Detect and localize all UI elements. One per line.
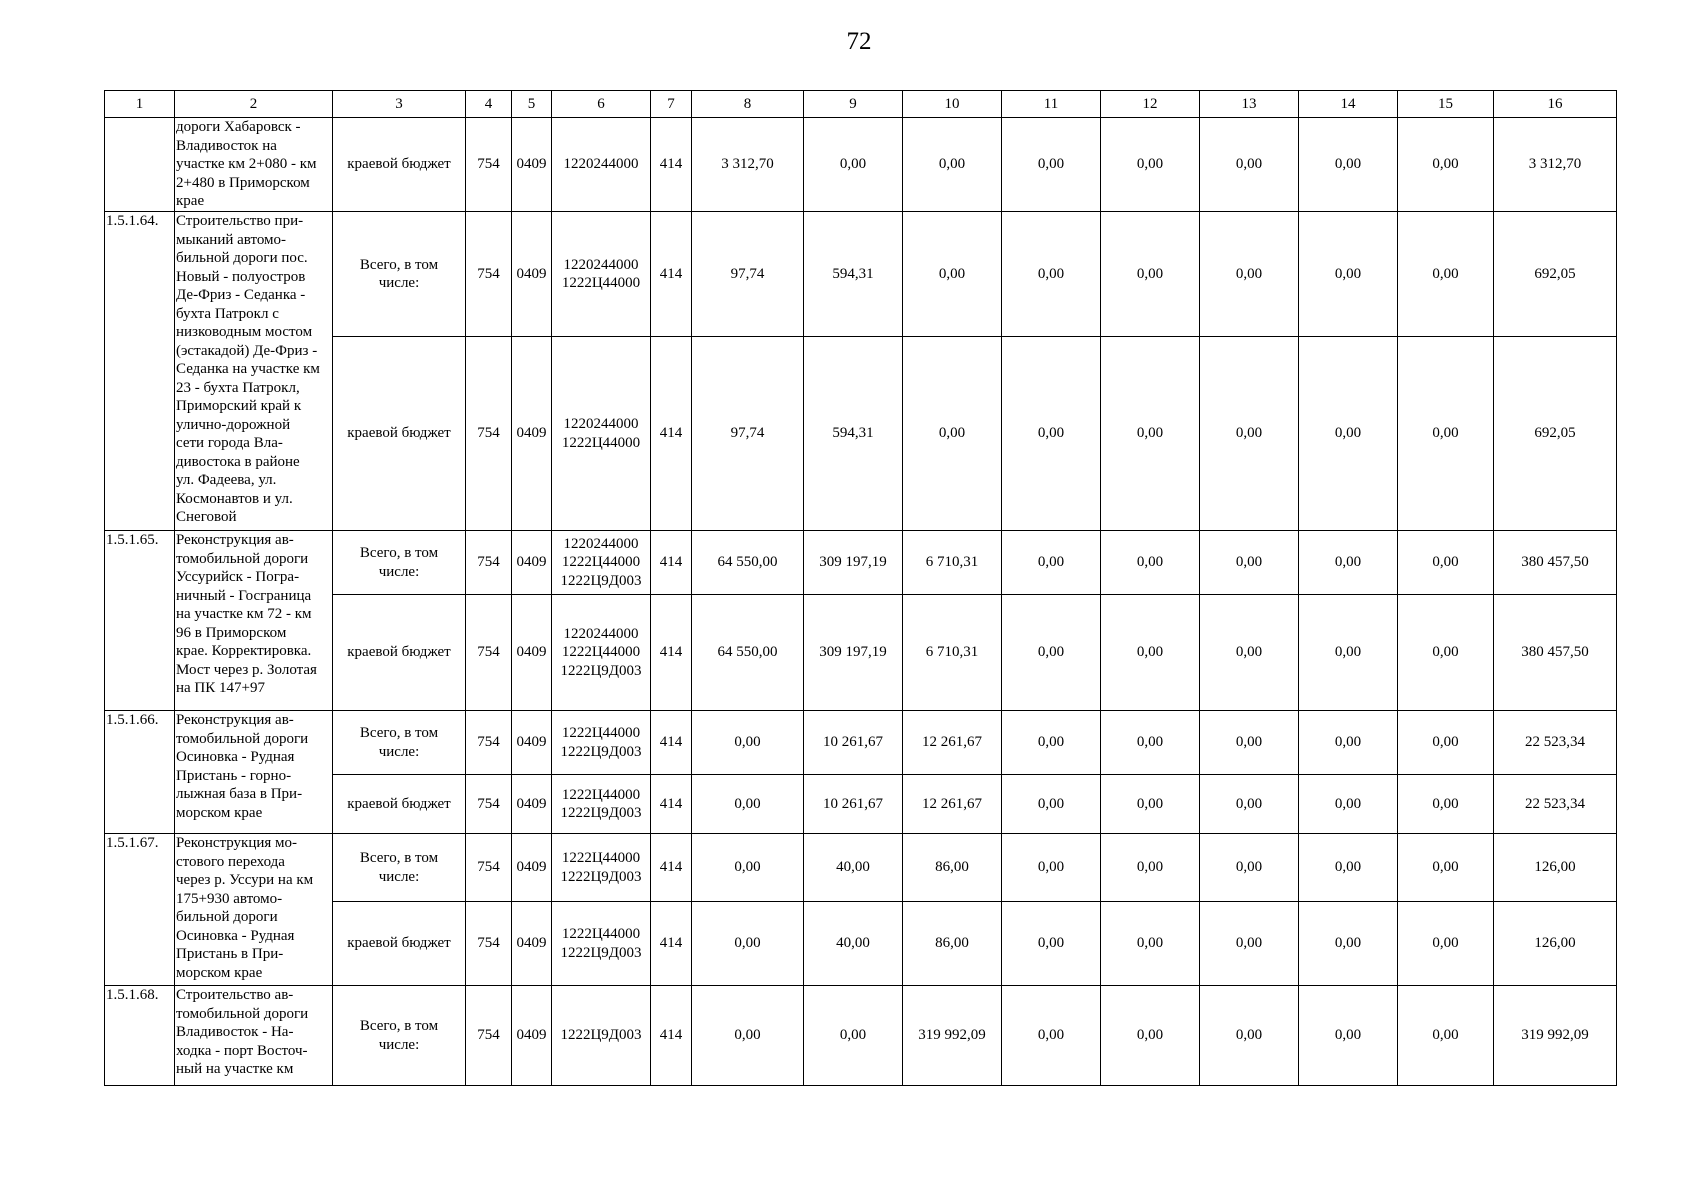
- cell-col10: 12 261,67: [903, 711, 1002, 775]
- cell-col15: 0,00: [1398, 834, 1494, 902]
- cell-col10: 0,00: [903, 337, 1002, 531]
- cell-col8: 64 550,00: [692, 595, 804, 711]
- cell-col13: 0,00: [1200, 531, 1299, 595]
- cell-col4: 754: [466, 986, 512, 1086]
- cell-col8: 97,74: [692, 337, 804, 531]
- cell-col10: 0,00: [903, 212, 1002, 337]
- funding-source: краевой бюджет: [333, 775, 466, 834]
- cell-col9: 40,00: [804, 834, 903, 902]
- cell-col8: 0,00: [692, 711, 804, 775]
- cell-col8: 64 550,00: [692, 531, 804, 595]
- cell-col4: 754: [466, 337, 512, 531]
- funding-source: Всего, в том числе:: [333, 711, 466, 775]
- cell-col15: 0,00: [1398, 775, 1494, 834]
- header-row: [105, 91, 1617, 118]
- item-name: дороги Хабаровск - Владивосток на участке км 2+080 - км 2+480 в Приморском крае: [175, 118, 333, 212]
- cell-col6: 1220244000 1222Ц44000: [552, 212, 651, 337]
- cell-col6: 1222Ц9Д003: [552, 986, 651, 1086]
- cell-col10: 12 261,67: [903, 775, 1002, 834]
- item-name: Реконструкция мо- стового перехода через р. Уссури на км 175+930 автомо- бильной дороги Осиновка - Рудная Пристань в При- морском крае: [175, 834, 333, 986]
- cell-col12: 0,00: [1101, 337, 1200, 531]
- cell-col6: 1220244000: [552, 118, 651, 212]
- cell-col15: 0,00: [1398, 595, 1494, 711]
- cell-col6: 1220244000 1222Ц44000 1222Ц9Д003: [552, 595, 651, 711]
- cell-col5: 0409: [512, 711, 552, 775]
- cell-col9: 309 197,19: [804, 531, 903, 595]
- funding-source: краевой бюджет: [333, 902, 466, 986]
- funding-source: краевой бюджет: [333, 337, 466, 531]
- cell-col9: 309 197,19: [804, 595, 903, 711]
- cell-col12: 0,00: [1101, 118, 1200, 212]
- cell-col4: 754: [466, 834, 512, 902]
- column-header: 12: [1101, 91, 1200, 118]
- cell-col6: 1222Ц44000 1222Ц9Д003: [552, 902, 651, 986]
- column-header: 5: [512, 91, 552, 118]
- column-header: 9: [804, 91, 903, 118]
- item-code: 1.5.1.64.: [105, 212, 175, 531]
- cell-col11: 0,00: [1002, 711, 1101, 775]
- cell-col12: 0,00: [1101, 775, 1200, 834]
- cell-col7: 414: [651, 212, 692, 337]
- table-header: [105, 91, 1617, 118]
- cell-col13: 0,00: [1200, 902, 1299, 986]
- cell-col8: 0,00: [692, 902, 804, 986]
- cell-col5: 0409: [512, 118, 552, 212]
- cell-col5: 0409: [512, 337, 552, 531]
- cell-col4: 754: [466, 711, 512, 775]
- cell-col4: 754: [466, 775, 512, 834]
- table-row: [105, 531, 1617, 595]
- column-header: 2: [175, 91, 333, 118]
- column-header: 8: [692, 91, 804, 118]
- cell-col8: 0,00: [692, 986, 804, 1086]
- cell-col14: 0,00: [1299, 775, 1398, 834]
- cell-col15: 0,00: [1398, 986, 1494, 1086]
- table-row: [105, 118, 1617, 212]
- cell-col4: 754: [466, 902, 512, 986]
- cell-col10: 6 710,31: [903, 595, 1002, 711]
- item-name: Строительство ав- томобильной дороги Владивосток - На- ходка - порт Восточ- ный на участке км: [175, 986, 333, 1086]
- cell-col13: 0,00: [1200, 986, 1299, 1086]
- funding-source: краевой бюджет: [333, 595, 466, 711]
- column-header: 14: [1299, 91, 1398, 118]
- cell-col11: 0,00: [1002, 212, 1101, 337]
- cell-col16: 319 992,09: [1494, 986, 1617, 1086]
- item-name: Реконструкция ав- томобильной дороги Осиновка - Рудная Пристань - горно- лыжная база в При- морском крае: [175, 711, 333, 834]
- cell-col9: 0,00: [804, 118, 903, 212]
- cell-col5: 0409: [512, 902, 552, 986]
- cell-col8: 0,00: [692, 775, 804, 834]
- cell-col16: 380 457,50: [1494, 531, 1617, 595]
- cell-col14: 0,00: [1299, 834, 1398, 902]
- cell-col16: 380 457,50: [1494, 595, 1617, 711]
- column-header: 16: [1494, 91, 1617, 118]
- funding-source: Всего, в том числе:: [333, 986, 466, 1086]
- cell-col9: 40,00: [804, 902, 903, 986]
- cell-col10: 0,00: [903, 118, 1002, 212]
- cell-col12: 0,00: [1101, 531, 1200, 595]
- cell-col12: 0,00: [1101, 711, 1200, 775]
- cell-col11: 0,00: [1002, 986, 1101, 1086]
- cell-col11: 0,00: [1002, 775, 1101, 834]
- cell-col7: 414: [651, 775, 692, 834]
- cell-col15: 0,00: [1398, 337, 1494, 531]
- funding-source: краевой бюджет: [333, 118, 466, 212]
- cell-col6: 1220244000 1222Ц44000 1222Ц9Д003: [552, 531, 651, 595]
- cell-col10: 86,00: [903, 902, 1002, 986]
- cell-col16: 3 312,70: [1494, 118, 1617, 212]
- cell-col14: 0,00: [1299, 118, 1398, 212]
- table-body: [105, 118, 1617, 1086]
- cell-col15: 0,00: [1398, 212, 1494, 337]
- cell-col6: 1222Ц44000 1222Ц9Д003: [552, 711, 651, 775]
- cell-col12: 0,00: [1101, 986, 1200, 1086]
- cell-col14: 0,00: [1299, 531, 1398, 595]
- cell-col10: 319 992,09: [903, 986, 1002, 1086]
- cell-col9: 10 261,67: [804, 711, 903, 775]
- cell-col9: 0,00: [804, 986, 903, 1086]
- cell-col5: 0409: [512, 986, 552, 1086]
- funding-source: Всего, в том числе:: [333, 212, 466, 337]
- cell-col4: 754: [466, 212, 512, 337]
- cell-col5: 0409: [512, 212, 552, 337]
- cell-col13: 0,00: [1200, 834, 1299, 902]
- cell-col7: 414: [651, 337, 692, 531]
- column-header: 7: [651, 91, 692, 118]
- cell-col8: 3 312,70: [692, 118, 804, 212]
- column-header: 1: [105, 91, 175, 118]
- table-row: [105, 834, 1617, 902]
- item-code: [105, 118, 175, 212]
- cell-col7: 414: [651, 531, 692, 595]
- cell-col13: 0,00: [1200, 337, 1299, 531]
- cell-col16: 22 523,34: [1494, 775, 1617, 834]
- cell-col4: 754: [466, 118, 512, 212]
- cell-col13: 0,00: [1200, 212, 1299, 337]
- cell-col12: 0,00: [1101, 902, 1200, 986]
- cell-col7: 414: [651, 118, 692, 212]
- cell-col11: 0,00: [1002, 595, 1101, 711]
- column-header: 3: [333, 91, 466, 118]
- cell-col9: 594,31: [804, 337, 903, 531]
- item-code: 1.5.1.68.: [105, 986, 175, 1086]
- cell-col8: 97,74: [692, 212, 804, 337]
- cell-col5: 0409: [512, 531, 552, 595]
- cell-col16: 692,05: [1494, 212, 1617, 337]
- cell-col13: 0,00: [1200, 118, 1299, 212]
- cell-col10: 6 710,31: [903, 531, 1002, 595]
- cell-col8: 0,00: [692, 834, 804, 902]
- cell-col11: 0,00: [1002, 531, 1101, 595]
- cell-col15: 0,00: [1398, 118, 1494, 212]
- item-code: 1.5.1.67.: [105, 834, 175, 986]
- cell-col5: 0409: [512, 834, 552, 902]
- cell-col16: 126,00: [1494, 902, 1617, 986]
- cell-col4: 754: [466, 531, 512, 595]
- cell-col13: 0,00: [1200, 595, 1299, 711]
- cell-col16: 126,00: [1494, 834, 1617, 902]
- column-header: 15: [1398, 91, 1494, 118]
- funding-source: Всего, в том числе:: [333, 531, 466, 595]
- cell-col6: 1222Ц44000 1222Ц9Д003: [552, 775, 651, 834]
- column-header: 11: [1002, 91, 1101, 118]
- cell-col4: 754: [466, 595, 512, 711]
- funding-source: Всего, в том числе:: [333, 834, 466, 902]
- column-header: 10: [903, 91, 1002, 118]
- cell-col7: 414: [651, 834, 692, 902]
- cell-col5: 0409: [512, 775, 552, 834]
- item-name: Реконструкция ав- томобильной дороги Уссурийск - Погра- ничный - Госграница на участке км 72 - км 96 в Приморском крае. Корректировка. Мост через р. Золотая на ПК 147+97: [175, 531, 333, 711]
- page-number: 72: [846, 28, 872, 55]
- table-row: [105, 212, 1617, 337]
- cell-col9: 594,31: [804, 212, 903, 337]
- cell-col15: 0,00: [1398, 531, 1494, 595]
- item-code: 1.5.1.65.: [105, 531, 175, 711]
- cell-col14: 0,00: [1299, 337, 1398, 531]
- cell-col14: 0,00: [1299, 212, 1398, 337]
- cell-col6: 1222Ц44000 1222Ц9Д003: [552, 834, 651, 902]
- cell-col13: 0,00: [1200, 775, 1299, 834]
- cell-col6: 1220244000 1222Ц44000: [552, 337, 651, 531]
- cell-col16: 22 523,34: [1494, 711, 1617, 775]
- cell-col9: 10 261,67: [804, 775, 903, 834]
- item-name: Строительство при- мыканий автомо- бильной дороги пос. Новый - полуостров Де-Фриз - Седанка - бухта Патрокл с низководным мостом (эстакадой) Де-Фриз - Седанка на участке км 23 - бухта Патрокл, Приморский край к улично-дорожной сети города Вла- дивостока в районе ул. Фадеева, ул. Космонавтов и ул. Снеговой: [175, 212, 333, 531]
- cell-col7: 414: [651, 986, 692, 1086]
- cell-col12: 0,00: [1101, 595, 1200, 711]
- budget-table: [104, 90, 1617, 1086]
- cell-col7: 414: [651, 595, 692, 711]
- cell-col5: 0409: [512, 595, 552, 711]
- cell-col7: 414: [651, 902, 692, 986]
- column-header: 4: [466, 91, 512, 118]
- cell-col11: 0,00: [1002, 118, 1101, 212]
- cell-col14: 0,00: [1299, 902, 1398, 986]
- cell-col10: 86,00: [903, 834, 1002, 902]
- table-row: [105, 986, 1617, 1086]
- table-row: [105, 711, 1617, 775]
- cell-col12: 0,00: [1101, 834, 1200, 902]
- cell-col14: 0,00: [1299, 595, 1398, 711]
- cell-col11: 0,00: [1002, 834, 1101, 902]
- cell-col13: 0,00: [1200, 711, 1299, 775]
- cell-col12: 0,00: [1101, 212, 1200, 337]
- cell-col15: 0,00: [1398, 902, 1494, 986]
- cell-col14: 0,00: [1299, 986, 1398, 1086]
- cell-col11: 0,00: [1002, 337, 1101, 531]
- cell-col15: 0,00: [1398, 711, 1494, 775]
- column-header: 6: [552, 91, 651, 118]
- item-code: 1.5.1.66.: [105, 711, 175, 834]
- cell-col16: 692,05: [1494, 337, 1617, 531]
- column-header: 13: [1200, 91, 1299, 118]
- cell-col11: 0,00: [1002, 902, 1101, 986]
- cell-col7: 414: [651, 711, 692, 775]
- cell-col14: 0,00: [1299, 711, 1398, 775]
